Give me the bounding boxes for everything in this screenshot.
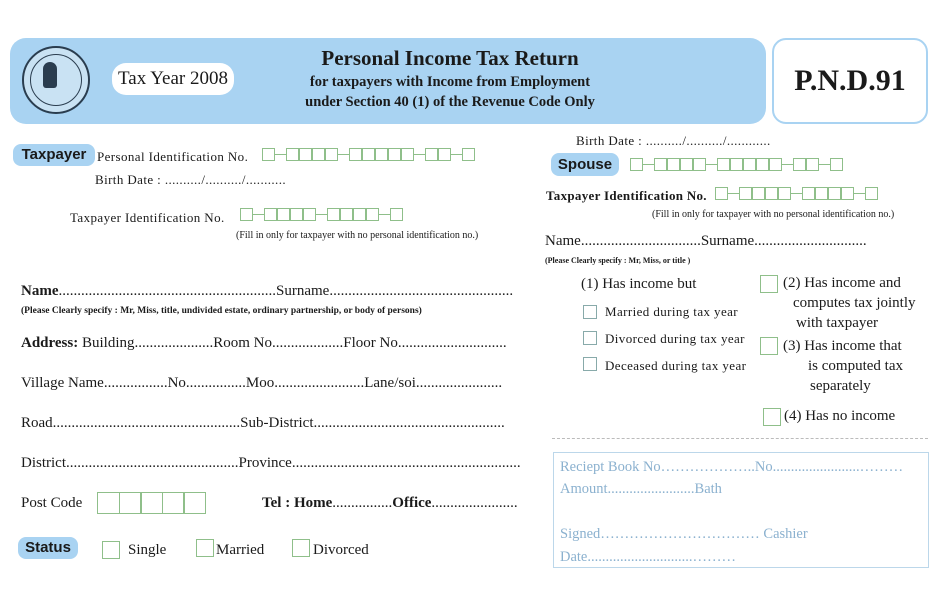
name-label: Name bbox=[21, 283, 59, 299]
deceased-during-year-checkbox[interactable] bbox=[583, 357, 597, 371]
spouse-option-2-line-1: (2) Has income and bbox=[783, 275, 901, 291]
status-single-checkbox[interactable] bbox=[102, 541, 120, 559]
taxpayer-pid-label: Personal Identification No. bbox=[97, 149, 249, 164]
deceased-during-year-label: Deceased during tax year bbox=[605, 358, 747, 373]
status-divorced-label: Divorced bbox=[313, 542, 369, 558]
status-single-label: Single bbox=[128, 542, 167, 558]
spouse-option-3-line-2: is computed tax bbox=[808, 358, 903, 374]
surname-dots: ................................................. bbox=[329, 283, 514, 299]
tax-year-label: Tax Year 2008 bbox=[112, 63, 234, 95]
spouse-option-2-line-2: computes tax jointly bbox=[793, 295, 916, 311]
office-label: Office bbox=[392, 495, 432, 511]
tel-home-label: Tel : Home bbox=[262, 495, 333, 511]
spouse-tin-note: (Fill in only for taxpayer with no personal identification no.) bbox=[652, 209, 895, 220]
spouse-option-4-checkbox[interactable] bbox=[763, 408, 781, 426]
spouse-option-2-checkbox[interactable] bbox=[760, 275, 778, 293]
address-row-4[interactable]: District..............................................Province............................................................. bbox=[21, 455, 521, 471]
address-row-2[interactable]: Village Name.................No................Moo........................Lane/soi....................... bbox=[21, 375, 503, 391]
taxpayer-tin-field[interactable] bbox=[240, 208, 403, 221]
taxpayer-name-note: (Please Clearly specify : Mr, Miss, title, undivided estate, ordinary partnership, or body of persons) bbox=[21, 306, 422, 316]
spouse-option-4-label: (4) Has no income bbox=[784, 408, 896, 424]
form-subtitle-1: for taxpayers with Income from Employment bbox=[309, 74, 591, 90]
address-row-1[interactable] bbox=[21, 335, 507, 352]
post-code-field[interactable] bbox=[97, 492, 205, 514]
spouse-surname-label: Surname bbox=[700, 233, 755, 249]
taxpayer-badge: Taxpayer bbox=[13, 144, 95, 166]
phone-row[interactable] bbox=[262, 495, 518, 512]
office-dots: ....................... bbox=[431, 495, 518, 511]
spouse-option-3-line-3: separately bbox=[810, 378, 871, 394]
revenue-department-seal-icon bbox=[22, 46, 90, 114]
address-row-1-text: Building.....................Room No...................Floor No............................. bbox=[81, 335, 507, 351]
surname-label: Surname bbox=[276, 283, 330, 299]
spouse-name-row[interactable] bbox=[545, 233, 867, 250]
divorced-during-year-label: Divorced during tax year bbox=[605, 331, 745, 346]
spouse-tin-label: Taxpayer Identification No. bbox=[546, 188, 707, 203]
form-title: Personal Income Tax Return bbox=[321, 46, 579, 70]
address-row-3[interactable]: Road..................................................Sub-District................................................... bbox=[21, 415, 505, 431]
married-during-year-label: Married during tax year bbox=[605, 304, 739, 319]
taxpayer-birth-date[interactable]: Birth Date : ........../........../........... bbox=[95, 172, 286, 187]
spouse-option-2-line-3: with taxpayer bbox=[796, 315, 879, 331]
spouse-option-1-label: (1) Has income but bbox=[581, 276, 697, 292]
receipt-amount: Amount........................Bath bbox=[560, 481, 722, 497]
tel-home-dots: ................ bbox=[332, 495, 393, 511]
receipt-divider bbox=[552, 438, 928, 439]
form-subtitle-2: under Section 40 (1) of the Revenue Code Only bbox=[305, 94, 595, 110]
post-code-label: Post Code bbox=[21, 495, 83, 511]
address-label: Address: bbox=[21, 335, 79, 351]
taxpayer-name-row[interactable] bbox=[21, 283, 513, 300]
married-during-year-checkbox[interactable] bbox=[583, 305, 597, 319]
taxpayer-tin-label: Taxpayer Identification No. bbox=[70, 210, 225, 225]
spouse-name-label: Name bbox=[545, 233, 581, 249]
status-divorced-checkbox[interactable] bbox=[292, 539, 310, 557]
status-badge: Status bbox=[18, 537, 78, 559]
status-married-checkbox[interactable] bbox=[196, 539, 214, 557]
spouse-name-dots: ................................ bbox=[580, 233, 701, 249]
spouse-name-note: (Please Clearly specify : Mr, Miss, or title ) bbox=[545, 256, 691, 265]
spouse-option-3-line-1: (3) Has income that bbox=[783, 338, 902, 354]
spouse-surname-dots: .............................. bbox=[754, 233, 867, 249]
taxpayer-pid-field[interactable] bbox=[262, 148, 475, 161]
receipt-book-no: Reciept Book No………………..No........................……… bbox=[560, 459, 904, 475]
spouse-tin-field[interactable] bbox=[715, 187, 878, 200]
taxpayer-tin-note: (Fill in only for taxpayer with no personal identification no.) bbox=[236, 230, 479, 241]
name-dots: .......................................................... bbox=[58, 283, 276, 299]
spouse-birth-date[interactable]: Birth Date : ........../........../............ bbox=[576, 133, 771, 148]
receipt-date: Date.............................……… bbox=[560, 549, 736, 565]
form-code: P.N.D.91 bbox=[772, 38, 928, 124]
spouse-option-3-checkbox[interactable] bbox=[760, 337, 778, 355]
status-married-label: Married bbox=[216, 542, 265, 558]
spouse-pid-field[interactable] bbox=[630, 158, 843, 171]
divorced-during-year-checkbox[interactable] bbox=[583, 331, 597, 345]
spouse-badge: Spouse bbox=[551, 153, 619, 176]
receipt-signed: Signed…………………………… Cashier bbox=[560, 526, 808, 542]
